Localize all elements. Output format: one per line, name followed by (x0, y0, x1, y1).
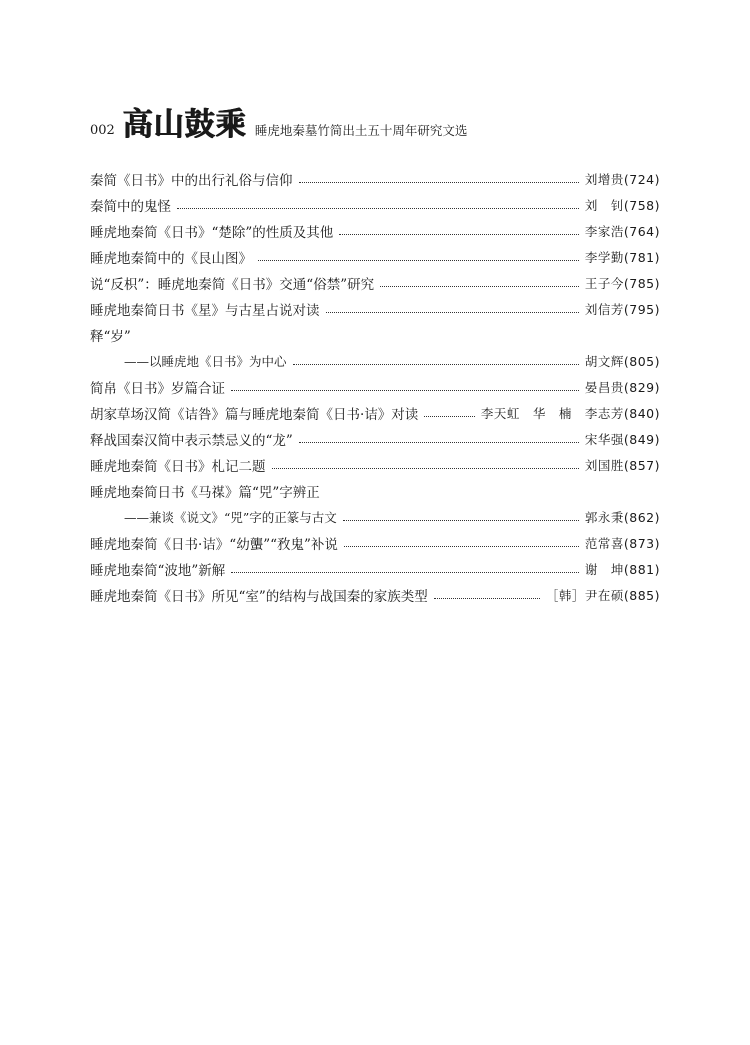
toc-entry[interactable] (90, 400, 660, 426)
toc-entry-author-page: 刘国胜(857) (584, 458, 660, 473)
toc-entry-title: 秦简中的鬼怪 (90, 199, 171, 215)
toc-entry[interactable] (90, 322, 660, 348)
toc-entry-title: 释战国秦汉简中表示禁忌义的“龙” (90, 433, 293, 449)
toc-entry-title: 睡虎地秦简《日书》所见“室”的结构与战国秦的家族类型 (90, 589, 428, 605)
toc-entry-author-page: 李学勤(781) (584, 250, 660, 265)
toc-entry-author-page: 王子今(785) (584, 276, 660, 291)
dot-leader (258, 259, 579, 261)
toc-entry-title: 说“反枳”：睡虎地秦简《日书》交通“俗禁”研究 (90, 277, 375, 293)
toc-entry-author-page: 刘增贵(724) (584, 172, 660, 187)
toc-entry-title: 睡虎地秦简中的《艮山图》 (90, 251, 252, 267)
toc-entry-author-page: 范常喜(873) (584, 536, 660, 551)
toc-entry[interactable] (90, 582, 660, 608)
toc-entry-title: 简帛《日书》岁篇合证 (90, 381, 225, 397)
dot-leader (299, 181, 579, 183)
dot-leader (434, 597, 540, 599)
toc-entry[interactable] (90, 166, 660, 192)
toc-entry-title: 胡家草场汉简《诘咎》篇与睡虎地秦简《日书·诘》对读 (90, 407, 419, 423)
dot-leader (293, 363, 579, 365)
toc-entry-author-page: 李天虹 华 楠 李志芳(840) (480, 406, 660, 421)
toc-entry[interactable] (90, 374, 660, 400)
toc-entry-title: 睡虎地秦简《日书》札记二题 (90, 459, 266, 475)
dot-leader (231, 571, 579, 573)
dot-leader (424, 415, 475, 417)
dot-leader (299, 441, 579, 443)
toc-entry-author-page: 胡文辉(805) (584, 354, 660, 369)
toc-entry-title: 睡虎地秦简日书《星》与古星占说对读 (90, 303, 320, 319)
series-logo: 高山鼓乘 (122, 106, 247, 143)
toc-entry-title: 秦简《日书》中的出行礼俗与信仰 (90, 173, 293, 189)
toc-entry[interactable] (90, 452, 660, 478)
toc-entry-author-page: 郭永秉(862) (584, 510, 660, 525)
table-of-contents (90, 166, 660, 608)
toc-entry-author-page: 刘信芳(795) (584, 302, 660, 317)
toc-entry[interactable] (90, 556, 660, 582)
toc-entry-title: 睡虎地秦简日书《马禖》篇“兕”字辨正 (90, 485, 320, 501)
dot-leader (344, 545, 579, 547)
toc-entry-author-page: 晏昌贵(829) (584, 380, 660, 395)
toc-entry[interactable] (90, 478, 660, 504)
book-title: 睡虎地秦墓竹简出土五十周年研究文选 (254, 122, 468, 138)
dot-leader (272, 467, 579, 469)
toc-entry[interactable] (90, 192, 660, 218)
toc-entry-author-page: 刘 钊(758) (584, 198, 660, 213)
toc-entry-author-page: 谢 坤(881) (584, 562, 660, 577)
toc-entry-title: 释“岁” (90, 329, 131, 345)
toc-entry[interactable] (90, 244, 660, 270)
toc-entry-author-page: 李家浩(764) (584, 224, 660, 239)
dot-leader (339, 233, 579, 235)
toc-entry-author-page: 宋华强(849) (584, 432, 660, 447)
toc-entry-title: 睡虎地秦简“波地”新解 (90, 563, 226, 579)
toc-entry[interactable] (90, 426, 660, 452)
dot-leader (343, 519, 579, 521)
toc-entry[interactable] (90, 218, 660, 244)
page-number: 002 (90, 123, 115, 138)
toc-entry-title: ——兼谈《说文》“兕”字的正篆与古文 (124, 510, 337, 525)
toc-entry-title: 睡虎地秦简《日书·诘》“幼蠪”“敄鬼”补说 (90, 537, 338, 553)
toc-entry-title: 睡虎地秦简《日书》“楚除”的性质及其他 (90, 225, 334, 241)
toc-entry-title: ——以睡虎地《日书》为中心 (124, 354, 287, 369)
dot-leader (177, 207, 579, 209)
toc-entry-subtitle[interactable] (90, 348, 660, 374)
dot-leader (326, 311, 579, 313)
toc-entry[interactable] (90, 530, 660, 556)
page-header (90, 104, 660, 143)
toc-entry-author-page: ［韩］尹在硕(885) (545, 588, 660, 603)
toc-entry-subtitle[interactable] (90, 504, 660, 530)
toc-entry[interactable] (90, 270, 660, 296)
toc-entry[interactable] (90, 296, 660, 322)
dot-leader (231, 389, 579, 391)
dot-leader (380, 285, 579, 287)
